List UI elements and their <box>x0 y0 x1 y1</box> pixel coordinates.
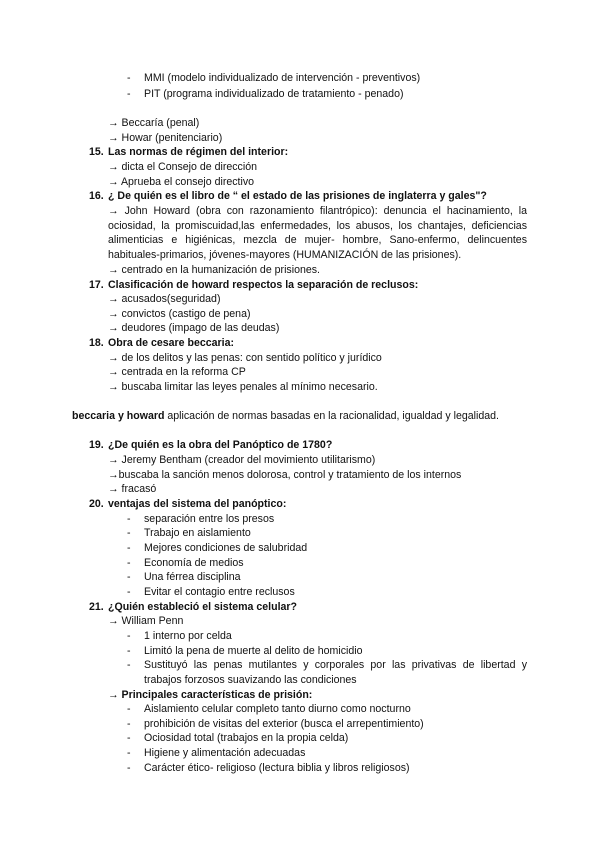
list-item: → centrada en la reforma CP <box>108 366 246 378</box>
bullet-dash: - <box>127 88 131 100</box>
bullet-dash: - <box>127 718 131 730</box>
question-heading: Obra de cesare beccaria: <box>108 337 235 349</box>
bullet-dash: - <box>127 513 131 525</box>
list-item: Higiene y alimentación adecuadas <box>144 747 306 759</box>
list-item: → fracasó <box>108 483 157 495</box>
bullet-dash: - <box>127 659 131 671</box>
question-number: 18. <box>89 337 104 349</box>
list-item: separación entre los presos <box>144 513 275 525</box>
list-item: → acusados(seguridad) <box>108 293 221 305</box>
list-item: PIT (programa individualizado de tratamiento - penado) <box>144 88 404 100</box>
bullet-dash: - <box>127 72 131 84</box>
list-item: →buscaba la sanción menos dolorosa, control y tratamiento de los internos <box>108 469 462 481</box>
bullet-dash: - <box>127 645 131 657</box>
question-heading: ¿Quién estableció el sistema celular? <box>108 601 297 613</box>
list-item: Sustituyó las penas mutilantes y corporales por las privativas de libertad y <box>144 659 527 671</box>
list-item: → buscaba limitar las leyes penales al mínimo necesario. <box>108 381 378 393</box>
list-item: → de los delitos y las penas: con sentido político y jurídico <box>108 352 382 364</box>
list-item: → William Penn <box>108 615 184 627</box>
question-heading: Las normas de régimen del interior: <box>108 146 289 158</box>
list-item: → Aprueba el consejo directivo <box>108 176 255 188</box>
question-number: 17. <box>89 279 104 291</box>
question-heading: ventajas del sistema del panóptico: <box>108 498 287 510</box>
paragraph-line: alimenticias e higiénicas, mezcla de mujer- hombre, Sano-enfermo, delincuentes <box>108 234 527 246</box>
bullet-dash: - <box>127 527 131 539</box>
question-number: 19. <box>89 439 104 451</box>
question-number: 16. <box>89 190 104 202</box>
list-item: Mejores condiciones de salubridad <box>144 542 308 554</box>
paragraph-line: → John Howard (obra con razonamiento filantrópico): denuncia el hacinamiento, la <box>108 205 527 217</box>
list-item: 1 interno por celda <box>144 630 232 642</box>
list-item: Economía de medios <box>144 557 244 569</box>
paragraph-line: ociosidad, la promiscuidad,las enfermedades, los abusos, los chantajes, deficiencias <box>108 220 527 232</box>
question-heading: ¿De quién es la obra del Panóptico de 1780? <box>108 439 333 451</box>
bullet-dash: - <box>127 630 131 642</box>
list-item: Evitar el contagio entre reclusos <box>144 586 295 598</box>
list-item: Ociosidad total (trabajos en la propia celda) <box>144 732 349 744</box>
question-heading: Clasificación de howard respectos la separación de reclusos: <box>108 279 419 291</box>
paragraph-line: habituales-primarios, jóvenes-mayores (HUMANIZACIÓN de las prisiones). <box>108 249 462 261</box>
list-item: → Howar (penitenciario) <box>108 132 223 144</box>
bullet-dash: - <box>127 703 131 715</box>
bullet-dash: - <box>127 762 131 774</box>
bullet-dash: - <box>127 557 131 569</box>
list-item: → Beccaría (penal) <box>108 117 200 129</box>
summary-text: aplicación de normas basadas en la racionalidad, igualdad y legalidad. <box>164 410 499 422</box>
list-item: Trabajo en aislamiento <box>144 527 251 539</box>
summary-line <box>72 409 499 424</box>
subheading: → Principales características de prisión: <box>108 689 313 701</box>
question-heading: ¿ De quién es el libro de “ el estado de las prisiones de inglaterra y gales"? <box>108 190 487 202</box>
bullet-dash: - <box>127 571 131 583</box>
list-item: → centrado en la humanización de prisiones. <box>108 264 320 276</box>
list-item: Limitó la pena de muerte al delito de homicidio <box>144 645 363 657</box>
list-item: MMI (modelo individualizado de intervención - preventivos) <box>144 72 421 84</box>
list-item: Aislamiento celular completo tanto diurno como nocturno <box>144 703 411 715</box>
list-item: Una férrea disciplina <box>144 571 241 583</box>
question-number: 20. <box>89 498 104 510</box>
question-number: 15. <box>89 146 104 158</box>
list-item-continuation: trabajos forzosos suavizando las condiciones <box>144 674 357 686</box>
bullet-dash: - <box>127 747 131 759</box>
list-item: → dicta el Consejo de dirección <box>108 161 257 173</box>
list-item: → Jeremy Bentham (creador del movimiento utilitarismo) <box>108 454 376 466</box>
list-item: prohibición de visitas del exterior (busca el arrepentimiento) <box>144 718 424 730</box>
bullet-dash: - <box>127 542 131 554</box>
summary-bold: beccaria y howard <box>72 410 165 422</box>
list-item: → convictos (castigo de pena) <box>108 308 251 320</box>
bullet-dash: - <box>127 732 131 744</box>
question-number: 21. <box>89 601 104 613</box>
list-item: Carácter ético- religioso (lectura biblia y libros religiosos) <box>144 762 410 774</box>
list-item: → deudores (impago de las deudas) <box>108 322 280 334</box>
bullet-dash: - <box>127 586 131 598</box>
